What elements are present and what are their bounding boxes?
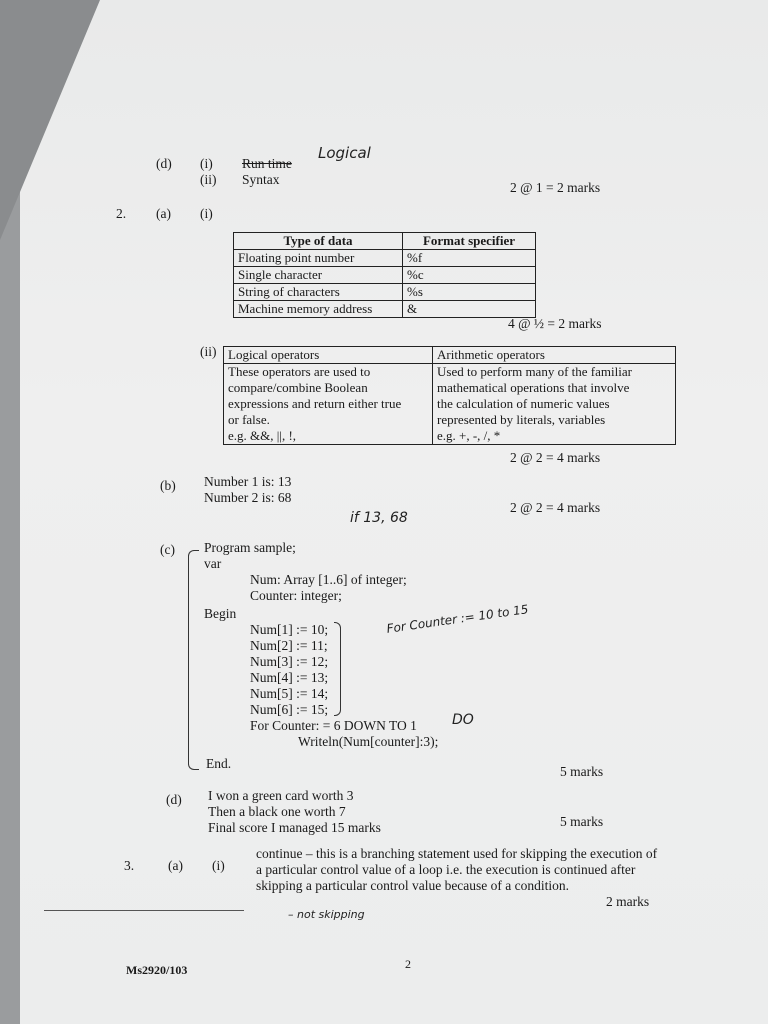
q3-answer-line: continue – this is a branching statement used for skipping the execution of [256, 846, 658, 861]
cell-line: Used to perform many of the familiar [437, 364, 632, 379]
code-line: Num[3] := 12; [250, 654, 329, 669]
q1d-ii-answer: Syntax [242, 172, 280, 187]
q2a-label: (a) [156, 206, 171, 221]
q3-answer-line: skipping a particular control value because of a condition. [256, 878, 570, 893]
table1-cell: %c [403, 267, 536, 284]
assign-bracket [334, 622, 341, 716]
cell-line: These operators are used to [228, 364, 371, 379]
q2c-marks: 5 marks [560, 764, 604, 779]
cell-line: compare/combine Boolean [228, 380, 368, 395]
operators-table [223, 346, 676, 445]
table1-cell: Floating point number [234, 250, 403, 267]
cell-line: e.g. +, -, /, * [437, 428, 501, 443]
table1-cell: Single character [234, 267, 403, 284]
table1-header: Format specifier [403, 233, 536, 250]
q2b-line: Number 2 is: 68 [204, 490, 292, 505]
q3a-i-label: (i) [212, 858, 225, 873]
table1-cell: %s [403, 284, 536, 301]
page-number: 2 [405, 957, 411, 971]
code-line: Num[5] := 14; [250, 686, 329, 701]
q3-answer-line: a particular control value of a loop i.e. the execution is continued after [256, 862, 636, 877]
arithmetic-operators-cell [433, 364, 676, 445]
q1d-ii-label: (ii) [200, 172, 217, 187]
code-line: Program sample; [204, 540, 296, 555]
table1-marks: 4 @ ½ = 2 marks [508, 316, 602, 331]
q2b-hand-note: if 13, 68 [350, 510, 408, 526]
code-line: Num[4] := 13; [250, 670, 329, 685]
table1-cell: %f [403, 250, 536, 267]
code-line: Num: Array [1..6] of integer; [250, 572, 407, 587]
table1-cell: String of characters [234, 284, 403, 301]
cell-line: mathematical operations that involve [437, 380, 630, 395]
table2-header: Logical operators [224, 347, 433, 364]
q3-number: 3. [124, 858, 135, 873]
code-bracket [188, 550, 199, 770]
q2b-marks: 2 @ 2 = 4 marks [510, 500, 601, 515]
format-specifier-table [233, 232, 536, 318]
logical-operators-cell [224, 364, 433, 445]
table2-marks: 2 @ 2 = 4 marks [510, 450, 601, 465]
paper-code: Ms2920/103 [126, 963, 188, 977]
code-line: For Counter: = 6 DOWN TO 1 [250, 718, 417, 733]
q2d-label: (d) [166, 792, 182, 807]
q1d-hand-annotation: Logical [318, 144, 371, 162]
q2c-label: (c) [160, 542, 175, 557]
q2a-ii-label: (ii) [200, 344, 217, 359]
q2b-label: (b) [160, 478, 176, 493]
q2a-i-label: (i) [200, 206, 213, 221]
q2c-hand-do: DO [452, 712, 474, 728]
code-line: End. [206, 756, 232, 771]
folded-corner [0, 0, 100, 240]
q1d-marks: 2 @ 1 = 2 marks [510, 180, 601, 195]
q2b-line: Number 1 is: 13 [204, 474, 292, 489]
q2c-hand-note: For Counter := 10 to 15 [385, 602, 530, 636]
table1-cell: Machine memory address [234, 301, 403, 318]
q3a-label: (a) [168, 858, 183, 873]
divider [44, 910, 244, 911]
q2d-marks: 5 marks [560, 814, 604, 829]
q1d-i-label: (i) [200, 156, 213, 171]
table2-header: Arithmetic operators [433, 347, 676, 364]
table1-header: Type of data [234, 233, 403, 250]
q2d-line: I won a green card worth 3 [208, 788, 354, 803]
code-line: Begin [204, 606, 237, 621]
q2d-line: Final score I managed 15 marks [208, 820, 381, 835]
q2d-line: Then a black one worth 7 [208, 804, 346, 819]
cell-line: the calculation of numeric values [437, 396, 610, 411]
q1d-part: (d) [156, 156, 172, 171]
q3-marks: 2 marks [606, 894, 650, 909]
table1-cell: & [403, 301, 536, 318]
q1d-i-answer: Run time [242, 156, 292, 171]
q2-number: 2. [116, 206, 127, 221]
code-line: var [204, 556, 222, 571]
cell-line: e.g. &&, ||, !, [228, 428, 297, 443]
cell-line: expressions and return either true [228, 396, 402, 411]
code-line: Counter: integer; [250, 588, 342, 603]
code-line: Num[1] := 10; [250, 622, 329, 637]
cell-line: represented by literals, variables [437, 412, 606, 427]
code-line: Num[2] := 11; [250, 638, 328, 653]
code-line: Num[6] := 15; [250, 702, 329, 717]
cell-line: or false. [228, 412, 270, 427]
q3-hand-note: – not skipping [288, 908, 365, 921]
code-line: Writeln(Num[counter]:3); [298, 734, 439, 749]
